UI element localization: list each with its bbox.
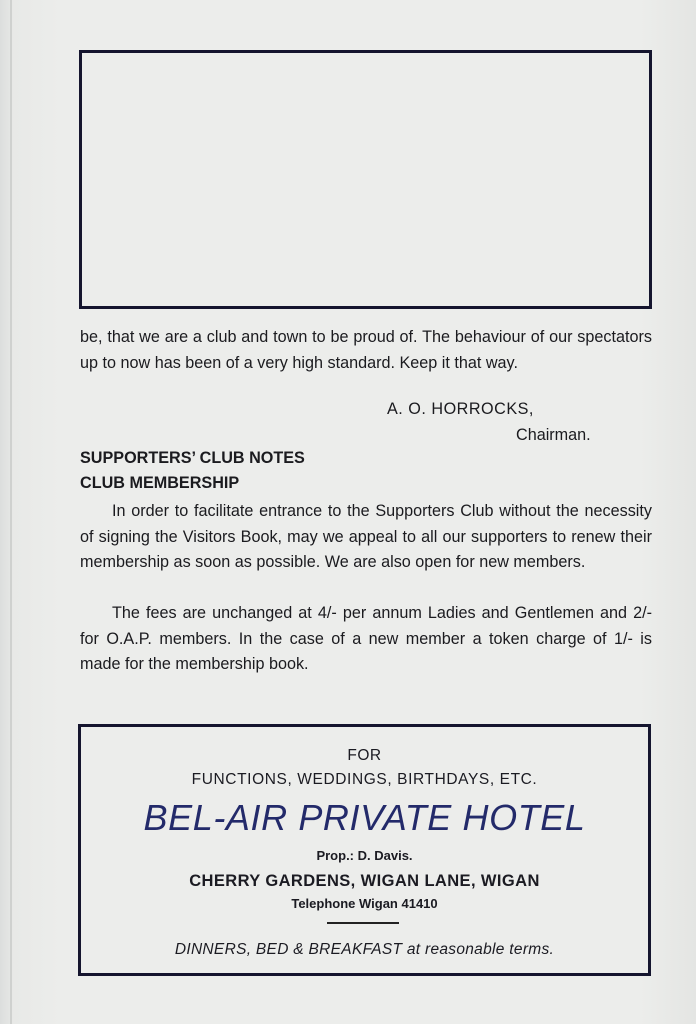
hotel-address: CHERRY GARDENS, WIGAN LANE, WIGAN bbox=[189, 872, 540, 890]
signature-title: Chairman. bbox=[516, 426, 591, 444]
hotel-name: BEL-AIR PRIVATE HOTEL bbox=[143, 797, 586, 838]
proprietor-line: Prop.: D. Davis. bbox=[316, 848, 413, 863]
hotel-advert-box bbox=[78, 724, 651, 976]
membership-paragraph-2: The fees are unchanged at 4/- per annum Ladies and Gentlemen and 2/- for O.A.P. members. In the case of a new member a token charge of 1/- is made for the membership book. bbox=[80, 604, 652, 674]
page-spine-shadow bbox=[10, 0, 12, 1024]
membership-paragraph-1: In order to facilitate entrance to the Supporters Club without the necessity of signing the Visitors Book, may we appeal to all our supporters to renew their membership as soon as possible. We are also open for new members. bbox=[80, 502, 652, 572]
hotel-telephone: Telephone Wigan 41410 bbox=[291, 896, 438, 911]
signature-name: A. O. HORROCKS, bbox=[387, 400, 534, 418]
closing-paragraph: be, that we are a club and town to be proud of. The behaviour of our spectators up to now has been of a very high standard. Keep it that way. bbox=[80, 328, 652, 372]
top-advert-box bbox=[79, 50, 652, 309]
advert-for-line: FOR bbox=[347, 747, 382, 764]
subheading: CLUB MEMBERSHIP bbox=[80, 474, 240, 492]
advert-divider bbox=[327, 922, 399, 924]
advert-tagline: DINNERS, BED & BREAKFAST at reasonable terms. bbox=[174, 941, 555, 958]
section-heading: SUPPORTERS’ CLUB NOTES bbox=[80, 449, 305, 467]
advert-functions-line: FUNCTIONS, WEDDINGS, BIRTHDAYS, ETC. bbox=[191, 771, 538, 788]
